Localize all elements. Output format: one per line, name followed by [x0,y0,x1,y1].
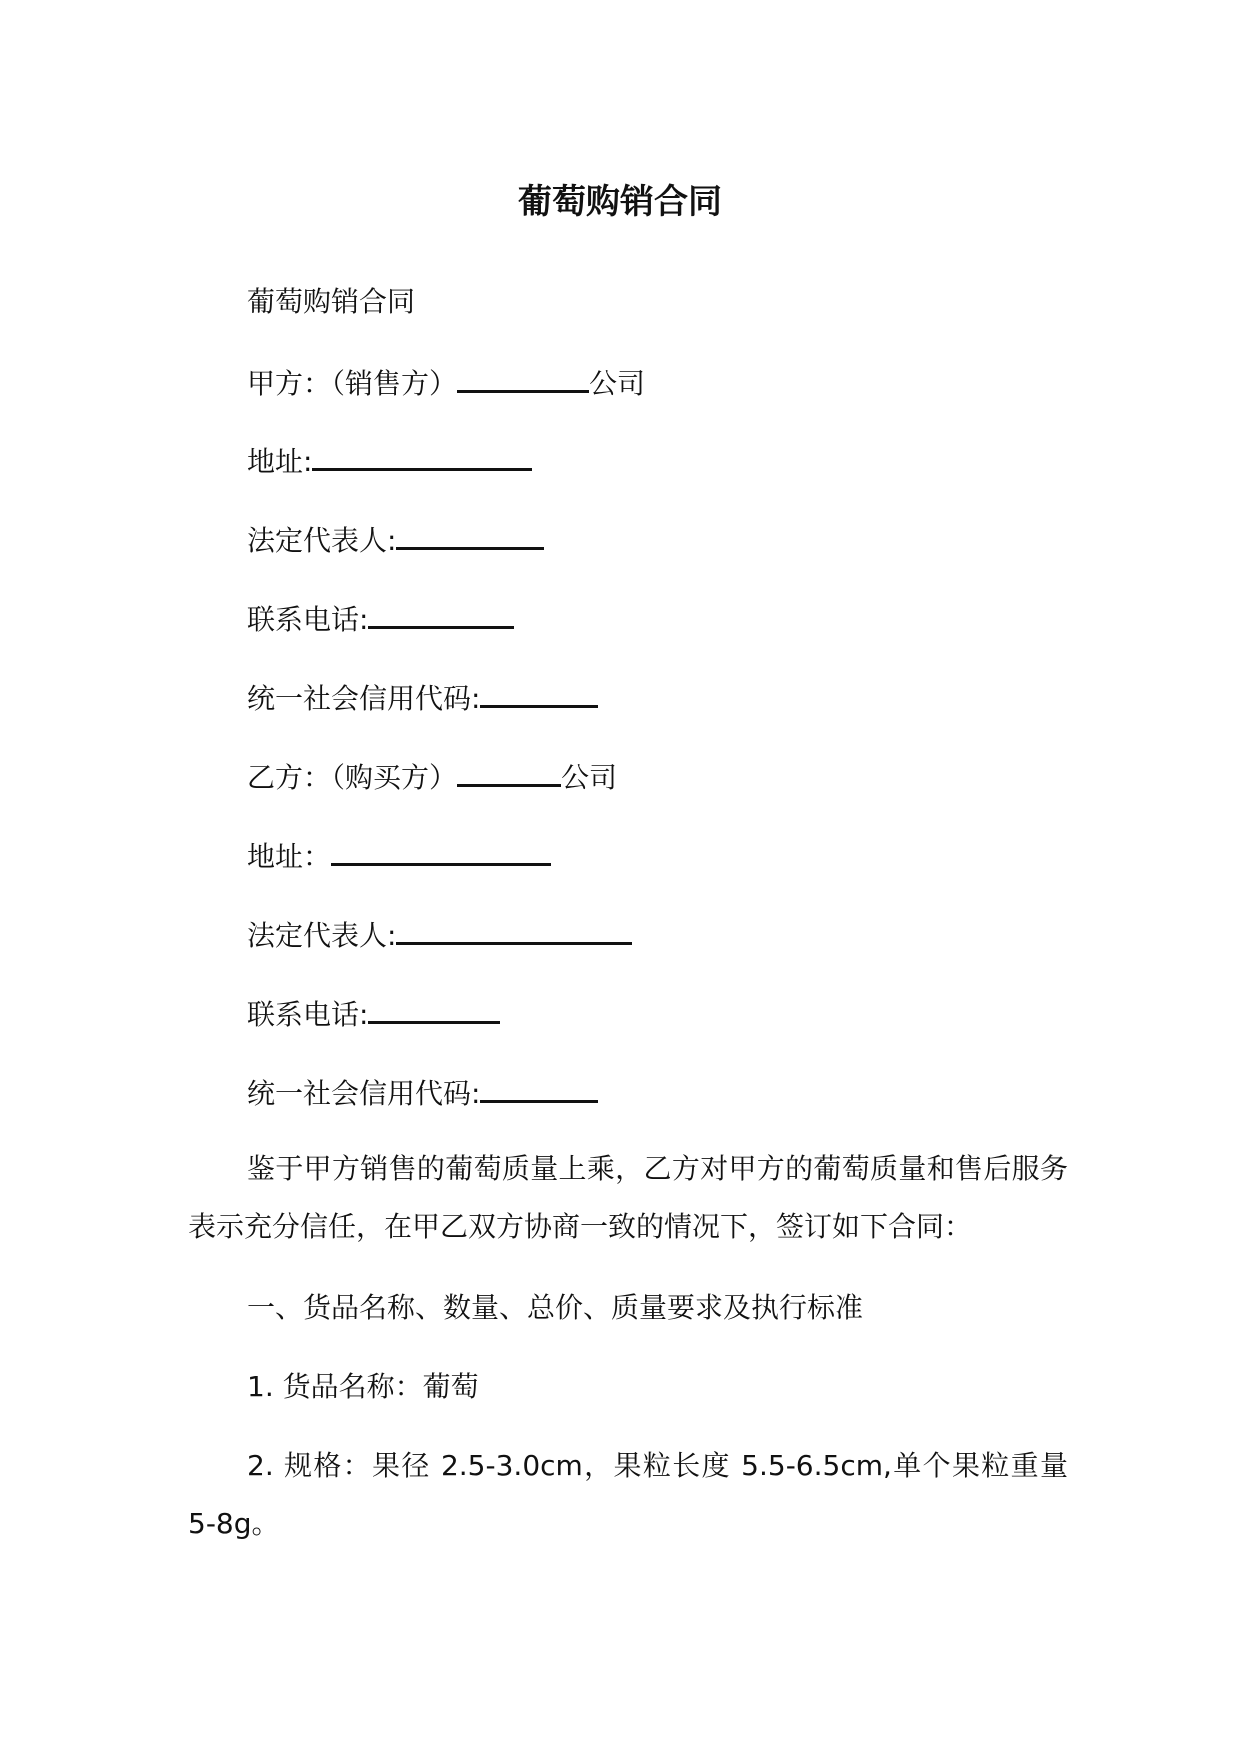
party-a-phone-blank [368,596,514,629]
party-b-credit-code-line [247,1070,598,1114]
party-a-credit-code-label: 统一社会信用代码: [247,682,481,715]
party-b-name-blank [457,754,561,787]
party-b-phone-line [247,991,500,1035]
party-a-rep-line [247,517,544,561]
preamble-paragraph: 鉴于甲方销售的葡萄质量上乘，乙方对甲方的葡萄质量和售后服务表示充分信任，在甲乙双方协商一致的情况下，签订如下合同： [188,1152,1068,1243]
party-a-name-line [247,360,645,404]
item-2-specification: 2. 规格：果径 2.5-3.0cm，果粒长度 5.5-6.5cm,单个果粒重量 5-8g。 [188,1449,1068,1540]
section-1-heading: 一、货品名称、数量、总价、质量要求及执行标准 [247,1291,864,1324]
party-b-suffix: 公司 [561,761,618,794]
party-a-rep-label: 法定代表人: [247,524,397,557]
party-a-phone-label: 联系电话: [247,603,369,636]
document-title: 葡萄购销合同 [518,182,722,222]
party-a-address-line [247,438,532,482]
party-b-address-label: 地址： [247,840,332,873]
party-b-phone-label: 联系电话: [247,998,369,1031]
party-b-rep-blank [396,912,632,945]
party-b-credit-code-label: 统一社会信用代码: [247,1077,481,1110]
item-1-goods-name: 1. 货品名称：葡萄 [247,1370,479,1403]
party-a-phone-line [247,596,514,640]
party-b-label: 乙方：（购买方） [247,761,458,794]
party-a-credit-code-line [247,675,598,719]
party-a-suffix: 公司 [589,367,646,400]
document-subtitle: 葡萄购销合同 [247,285,416,318]
party-b-rep-label: 法定代表人: [247,919,397,952]
party-b-credit-code-blank [480,1070,598,1103]
party-b-phone-blank [368,991,500,1024]
party-b-address-blank [331,833,551,866]
party-a-address-blank [312,438,532,471]
party-a-rep-blank [396,517,544,550]
party-b-name-line [247,754,617,798]
party-a-credit-code-blank [480,675,598,708]
party-b-address-line [247,833,551,877]
party-a-address-label: 地址: [247,445,313,478]
party-a-name-blank [457,360,589,393]
party-a-label: 甲方：（销售方） [247,367,458,400]
party-b-rep-line [247,912,632,956]
